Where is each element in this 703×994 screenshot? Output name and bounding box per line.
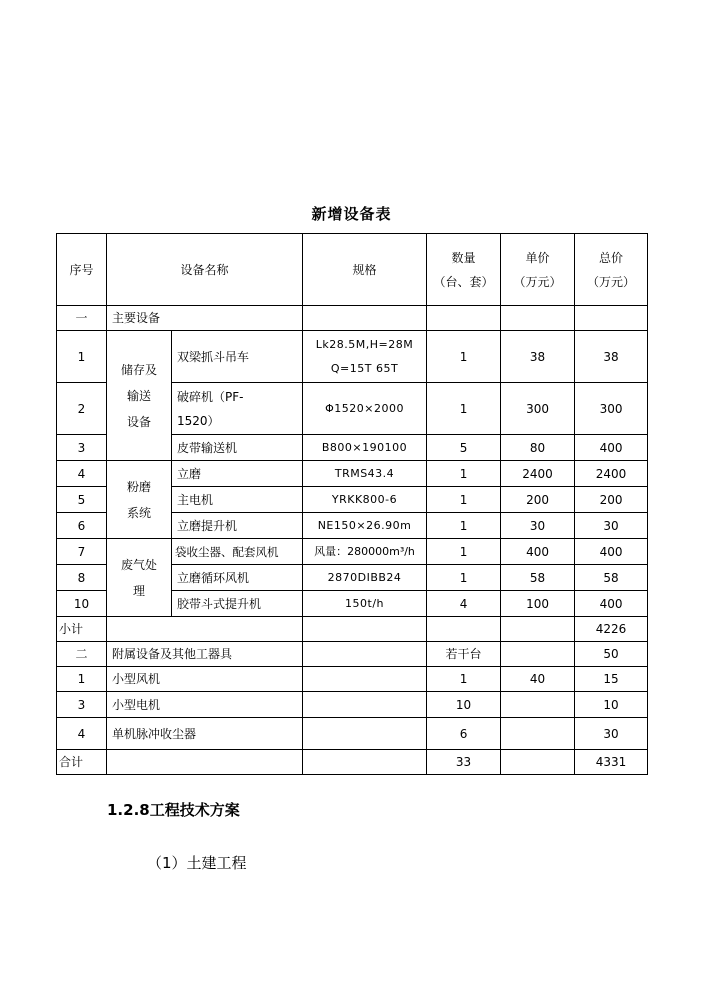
row-name: 主要设备 bbox=[107, 306, 303, 331]
row-total-price: 400 bbox=[575, 591, 648, 617]
row-total-price: 58 bbox=[575, 565, 648, 591]
row-seq: 1 bbox=[57, 667, 107, 692]
row-seq: 10 bbox=[57, 591, 107, 617]
row-name-line1: 破碎机（PF- bbox=[177, 389, 244, 404]
group-grinding-line1: 粉磨 bbox=[126, 479, 151, 494]
row-total-price: 50 bbox=[575, 642, 648, 667]
row-unit-price: 80 bbox=[501, 435, 575, 461]
row-qty: 1 bbox=[427, 331, 501, 383]
row-spec: TRMS43.4 bbox=[303, 461, 427, 487]
row-qty: 10 bbox=[427, 692, 501, 718]
row-qty: 1 bbox=[427, 383, 501, 435]
row-seq: 7 bbox=[57, 539, 107, 565]
header-spec: 规格 bbox=[303, 234, 427, 306]
row-name-line2: 1520） bbox=[177, 413, 220, 428]
row-name: 立磨循环风机 bbox=[172, 565, 303, 591]
row-total-price: 15 bbox=[575, 667, 648, 692]
header-total-line2: （万元） bbox=[587, 274, 636, 289]
table-title: 新增设备表 bbox=[311, 205, 392, 223]
subtotal-row bbox=[57, 617, 648, 642]
row-spec: NE150×26.90m bbox=[303, 513, 427, 539]
row-total-price: 400 bbox=[575, 435, 648, 461]
row-total-price: 38 bbox=[575, 331, 648, 383]
row-name: 小型风机 bbox=[107, 667, 303, 692]
grand-total-row bbox=[57, 750, 648, 775]
header-qty-line2: （台、套） bbox=[433, 274, 494, 289]
row-name: 袋收尘器、配套风机 bbox=[172, 539, 303, 565]
row-seq: 3 bbox=[57, 435, 107, 461]
group-storage-line3: 设备 bbox=[126, 414, 151, 429]
row-total-price: 400 bbox=[575, 539, 648, 565]
row-unit-price: 200 bbox=[501, 487, 575, 513]
row-name bbox=[172, 383, 303, 435]
table-row bbox=[57, 692, 648, 718]
row-spec: 150t/h bbox=[303, 591, 427, 617]
row-unit-price: 30 bbox=[501, 513, 575, 539]
group-exhaust-line1: 废气处 bbox=[120, 557, 157, 572]
row-unit-price: 38 bbox=[501, 331, 575, 383]
group-storage-line2: 输送 bbox=[126, 388, 151, 403]
row-spec-line2: Q=15T 65T bbox=[330, 361, 399, 375]
row-qty: 1 bbox=[427, 539, 501, 565]
row-spec: YRKK800-6 bbox=[303, 487, 427, 513]
group-exhaust bbox=[107, 539, 172, 617]
row-qty: 若干台 bbox=[427, 642, 501, 667]
row-name: 主电机 bbox=[172, 487, 303, 513]
row-spec: Φ1520×2000 bbox=[303, 383, 427, 435]
header-qty bbox=[427, 234, 501, 306]
row-total-price: 300 bbox=[575, 383, 648, 435]
table-row bbox=[57, 718, 648, 750]
table-row bbox=[57, 667, 648, 692]
row-qty: 4 bbox=[427, 591, 501, 617]
row-unit-price: 2400 bbox=[501, 461, 575, 487]
group-storage-line1: 储存及 bbox=[120, 362, 157, 377]
row-seq: 一 bbox=[57, 306, 107, 331]
row-name: 胶带斗式提升机 bbox=[172, 591, 303, 617]
group-exhaust-line2: 理 bbox=[132, 583, 145, 598]
header-total bbox=[575, 234, 648, 306]
row-name: 单机脉冲收尘器 bbox=[107, 718, 303, 750]
header-total-line1: 总价 bbox=[599, 250, 624, 265]
row-seq: 4 bbox=[57, 461, 107, 487]
row-seq: 4 bbox=[57, 718, 107, 750]
row-total-price: 200 bbox=[575, 487, 648, 513]
row-seq: 5 bbox=[57, 487, 107, 513]
row-qty: 1 bbox=[427, 513, 501, 539]
row-qty: 1 bbox=[427, 461, 501, 487]
table-row bbox=[57, 642, 648, 667]
row-spec: B800×190100 bbox=[303, 435, 427, 461]
row-total-price: 2400 bbox=[575, 461, 648, 487]
row-unit-price: 58 bbox=[501, 565, 575, 591]
header-name: 设备名称 bbox=[107, 234, 303, 306]
header-unit-line1: 单价 bbox=[525, 250, 550, 265]
row-name: 立磨提升机 bbox=[172, 513, 303, 539]
subtotal-label: 小计 bbox=[57, 617, 107, 642]
row-seq: 2 bbox=[57, 383, 107, 435]
row-total-price: 30 bbox=[575, 513, 648, 539]
row-total-price: 30 bbox=[575, 718, 648, 750]
row-unit-price: 300 bbox=[501, 383, 575, 435]
group-grinding-line2: 系统 bbox=[126, 505, 151, 520]
table-row bbox=[57, 539, 648, 565]
row-seq: 3 bbox=[57, 692, 107, 718]
row-qty: 1 bbox=[427, 487, 501, 513]
row-qty: 1 bbox=[427, 667, 501, 692]
row-total-price: 10 bbox=[575, 692, 648, 718]
row-qty: 1 bbox=[427, 565, 501, 591]
group-grinding bbox=[107, 461, 172, 539]
row-spec bbox=[303, 331, 427, 383]
row-name: 小型电机 bbox=[107, 692, 303, 718]
header-qty-line1: 数量 bbox=[451, 250, 476, 265]
row-seq: 1 bbox=[57, 331, 107, 383]
row-seq: 6 bbox=[57, 513, 107, 539]
table-row bbox=[57, 306, 648, 331]
grand-total-qty: 33 bbox=[427, 750, 501, 775]
table-header-row bbox=[57, 234, 648, 306]
section-heading: 1.2.8工程技术方案 bbox=[107, 801, 240, 819]
row-name: 附属设备及其他工器具 bbox=[107, 642, 303, 667]
row-qty: 6 bbox=[427, 718, 501, 750]
table-row bbox=[57, 331, 648, 383]
equipment-table bbox=[56, 233, 648, 775]
header-unit bbox=[501, 234, 575, 306]
row-unit-price: 40 bbox=[501, 667, 575, 692]
header-seq: 序号 bbox=[57, 234, 107, 306]
header-unit-line2: （万元） bbox=[513, 274, 562, 289]
row-seq: 8 bbox=[57, 565, 107, 591]
row-spec-line1: Lk28.5M,H=28M bbox=[315, 337, 414, 351]
grand-total-total: 4331 bbox=[575, 750, 648, 775]
row-name: 双梁抓斗吊车 bbox=[172, 331, 303, 383]
row-unit-price: 100 bbox=[501, 591, 575, 617]
row-spec: 风量：280000m³/h bbox=[303, 539, 427, 565]
row-qty: 5 bbox=[427, 435, 501, 461]
row-spec: 2870DIBB24 bbox=[303, 565, 427, 591]
row-name: 立磨 bbox=[172, 461, 303, 487]
row-name: 皮带输送机 bbox=[172, 435, 303, 461]
row-seq: 二 bbox=[57, 642, 107, 667]
row-unit-price: 400 bbox=[501, 539, 575, 565]
subtotal-total: 4226 bbox=[575, 617, 648, 642]
grand-total-label: 合计 bbox=[57, 750, 107, 775]
subheading: （1）土建工程 bbox=[147, 854, 247, 872]
table-row bbox=[57, 461, 648, 487]
group-storage bbox=[107, 331, 172, 461]
